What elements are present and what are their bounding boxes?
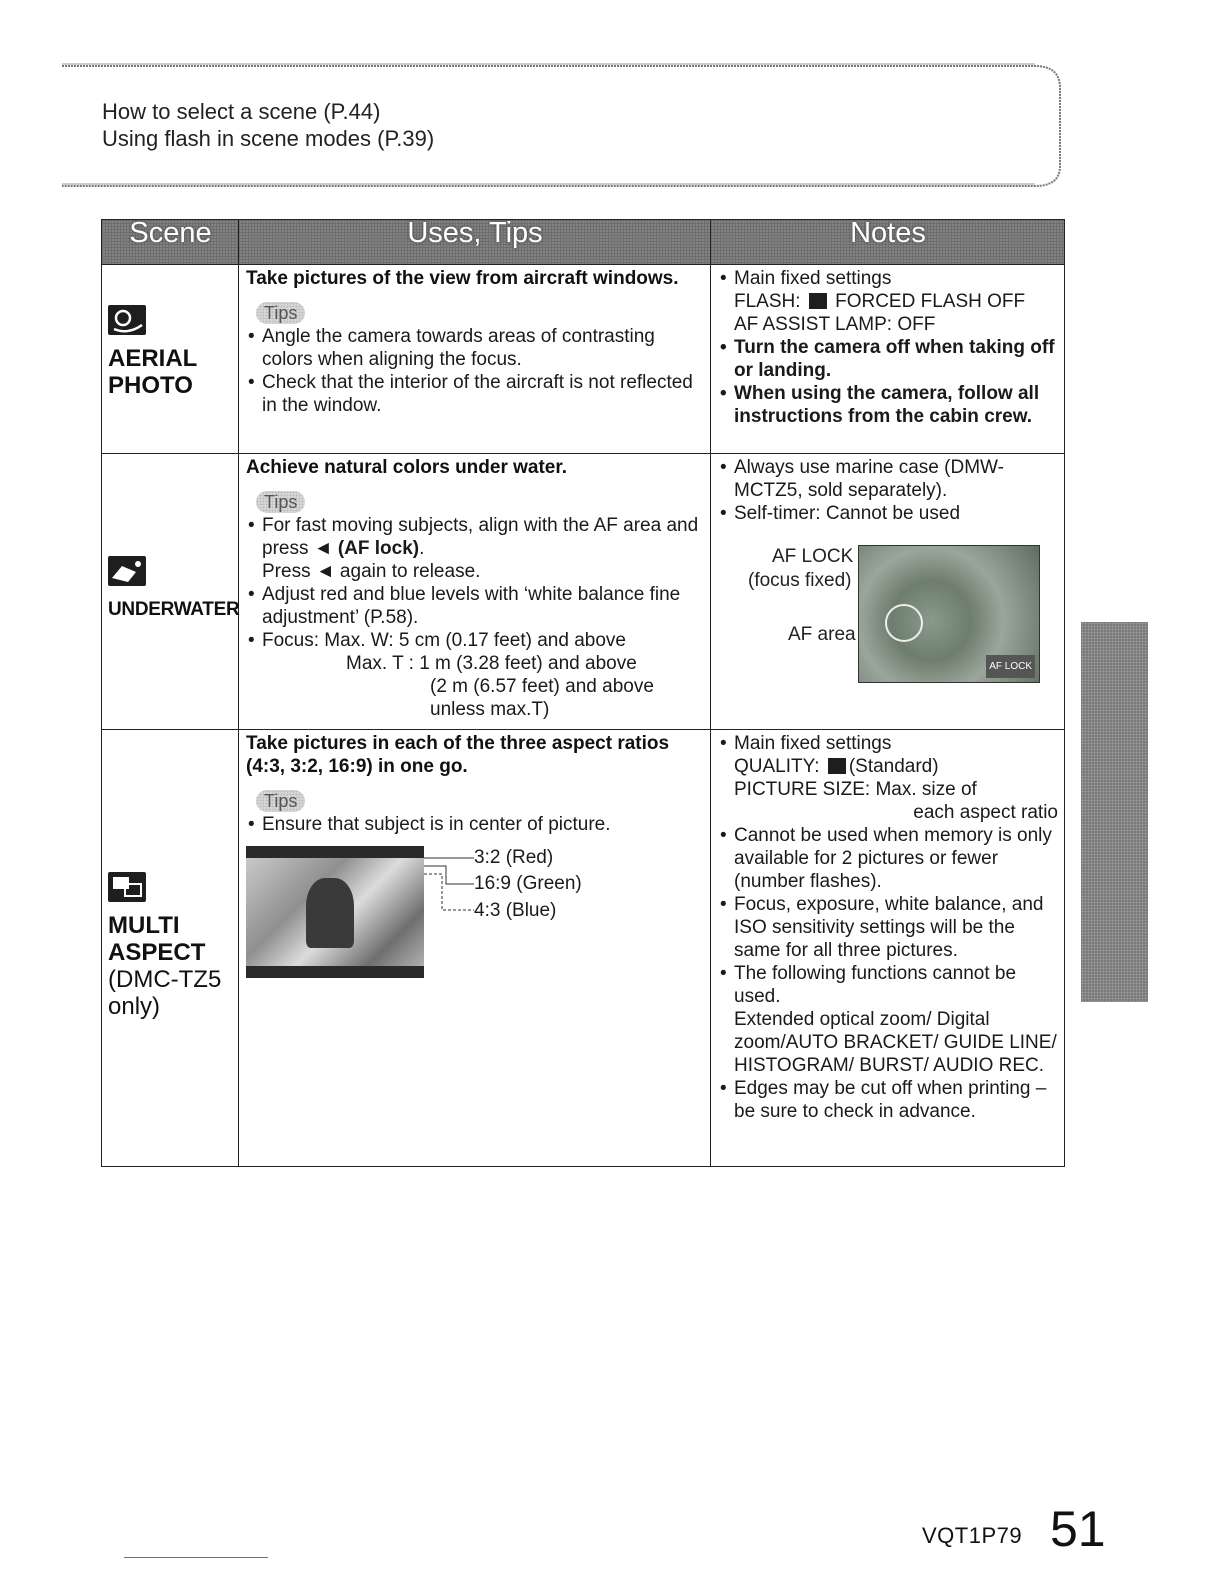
list-item — [718, 267, 1058, 336]
scene-cell-underwater — [102, 454, 239, 730]
af-focus-fixed-label: (focus fixed) — [748, 570, 852, 591]
notes-list-multi — [718, 732, 1058, 1123]
use-title-underwater: Achieve natural colors under water. — [246, 457, 567, 478]
preview-subject — [306, 878, 354, 948]
list-item: • Always use marine case (DMW-MCTZ5, sold separately). — [718, 456, 1058, 502]
tips-list-underwater — [246, 514, 704, 721]
af-lock-key: ◄ (AF lock) — [313, 538, 420, 559]
multi-aspect-icon — [108, 872, 146, 902]
use-title-aerial: Take pictures of the view from aircraft windows. — [246, 268, 679, 289]
list-item — [718, 732, 1058, 824]
tips-tag: Tips — [256, 491, 305, 513]
tip-focus-2: Max. T : 1 m (3.28 feet) and above — [346, 653, 637, 674]
af-area-ring — [885, 604, 923, 642]
table-row-multi-aspect — [102, 730, 1065, 1167]
notes-picsize-2: each aspect ratio — [913, 802, 1058, 823]
notes-quality-value: (Standard) — [848, 756, 939, 777]
scene-name-aerial-1: AERIAL — [108, 345, 198, 372]
notes-cell-underwater — [711, 454, 1065, 730]
scene-cell-aerial — [102, 265, 239, 454]
flash-off-icon — [809, 293, 827, 309]
notes-list-underwater — [718, 456, 1058, 525]
quality-standard-icon — [828, 758, 846, 774]
table-header-row — [102, 220, 1065, 265]
tip-focus-1: Focus: Max. W: 5 cm (0.17 feet) and above — [262, 630, 626, 651]
notes-quality-label: QUALITY: — [734, 756, 820, 777]
list-item: • Check that the interior of the aircraft is not reflected in the window. — [246, 371, 704, 417]
scene-table — [101, 219, 1065, 1167]
use-title-multi: Take pictures in each of the three aspect ratios (4:3, 3:2, 16:9) in one go. — [246, 733, 670, 777]
list-item: • Cannot be used when memory is only available for 2 pictures or fewer (number flashes). — [718, 824, 1058, 893]
reference-link-flash-scene[interactable]: Using flash in scene modes (P.39) — [102, 126, 435, 151]
notes-functions-title: The following functions cannot be used. — [734, 963, 1017, 1007]
scene-sub-multi-1: (DMC-TZ5 — [108, 966, 222, 993]
af-area-label: AF area — [788, 624, 856, 645]
scene-name-aerial-2: PHOTO — [108, 372, 193, 399]
page-number: 51 — [1050, 1501, 1106, 1557]
aspect-ratio-illustration — [246, 844, 704, 1004]
list-item: • Adjust red and blue levels with ‘white balance fine adjustment’ (P.58). — [246, 583, 704, 629]
table-row-aerial-photo — [102, 265, 1065, 454]
tips-tag: Tips — [256, 790, 305, 812]
af-lock-screen-tag: AF LOCK — [986, 655, 1035, 678]
callout-4-3: 4:3 (Blue) — [474, 900, 557, 921]
list-item: • Focus, exposure, white balance, and ISO sensitivity settings will be the same for all three pictures. — [718, 893, 1058, 962]
table-row-underwater — [102, 454, 1065, 730]
lcd-preview-underwater — [858, 545, 1040, 683]
section-side-tab — [1081, 622, 1148, 1002]
notes-main-settings: Main fixed settings — [734, 268, 892, 289]
list-item: • Ensure that subject is in center of picture. — [246, 813, 704, 836]
aerial-photo-icon — [108, 305, 146, 335]
notes-picsize-1: PICTURE SIZE: Max. size of — [734, 779, 977, 800]
uses-cell-aerial — [239, 265, 711, 454]
bottom-rule — [124, 1557, 268, 1558]
notes-main-settings: Main fixed settings — [734, 733, 892, 754]
header-notes: Notes — [711, 220, 1065, 265]
list-item: • Angle the camera towards areas of contrasting colors when aligning the focus. — [246, 325, 704, 371]
notes-flash-label: FLASH: — [734, 291, 801, 312]
tip-af-lock-end: . — [419, 538, 425, 559]
af-lock-label: AF LOCK — [772, 546, 854, 567]
list-item: • Self-timer: Cannot be used — [718, 502, 1058, 525]
scene-name-underwater: UNDERWATER — [108, 599, 240, 620]
scene-sub-multi-2: only) — [108, 993, 161, 1020]
tip-focus-4: unless max.T) — [430, 699, 550, 720]
notes-functions-detail: Extended optical zoom/ Digital zoom/AUTO BRACKET/ GUIDE LINE/ HISTOGRAM/ BURST/ AUDIO REC. — [734, 1009, 1057, 1076]
header-scene: Scene — [102, 220, 239, 265]
notes-cell-multi — [711, 730, 1065, 1167]
uses-cell-multi — [239, 730, 711, 1167]
tip-af-release: Press ◄ again to release. — [262, 561, 481, 582]
notes-af-assist: AF ASSIST LAMP: OFF — [734, 314, 936, 335]
list-item — [718, 962, 1058, 1077]
reference-box — [60, 58, 1064, 188]
callout-16-9: 16:9 (Green) — [474, 873, 582, 894]
tip-focus-3: (2 m (6.57 feet) and above — [430, 676, 654, 697]
list-item — [246, 514, 704, 583]
scene-name-multi-1: MULTI — [108, 912, 180, 939]
list-item — [246, 629, 704, 721]
callout-3-2: 3:2 (Red) — [474, 847, 554, 868]
scene-name-multi-2: ASPECT — [108, 939, 206, 966]
list-item: • Turn the camera off when taking off or landing. — [718, 336, 1058, 382]
multi-aspect-preview — [246, 846, 424, 978]
notes-cell-aerial — [711, 265, 1065, 454]
list-item: • Edges may be cut off when printing – be sure to check in advance. — [718, 1077, 1058, 1123]
list-item: • When using the camera, follow all instructions from the cabin crew. — [718, 382, 1058, 428]
header-uses-tips: Uses, Tips — [239, 220, 711, 265]
document-code: VQT1P79 — [922, 1523, 1023, 1548]
tips-tag: Tips — [256, 302, 305, 324]
tips-list-aerial — [246, 325, 704, 417]
underwater-icon — [108, 556, 146, 586]
reference-link-scene-select[interactable]: How to select a scene (P.44) — [102, 99, 381, 124]
af-lock-illustration — [718, 537, 1058, 707]
uses-cell-underwater — [239, 454, 711, 730]
tips-list-multi — [246, 813, 704, 836]
notes-list-aerial — [718, 267, 1058, 428]
tip-af-lock-text: For fast moving subjects, align with the AF area and press — [262, 515, 699, 559]
scene-cell-multi — [102, 730, 239, 1167]
notes-flash-value: FORCED FLASH OFF — [835, 291, 1026, 312]
